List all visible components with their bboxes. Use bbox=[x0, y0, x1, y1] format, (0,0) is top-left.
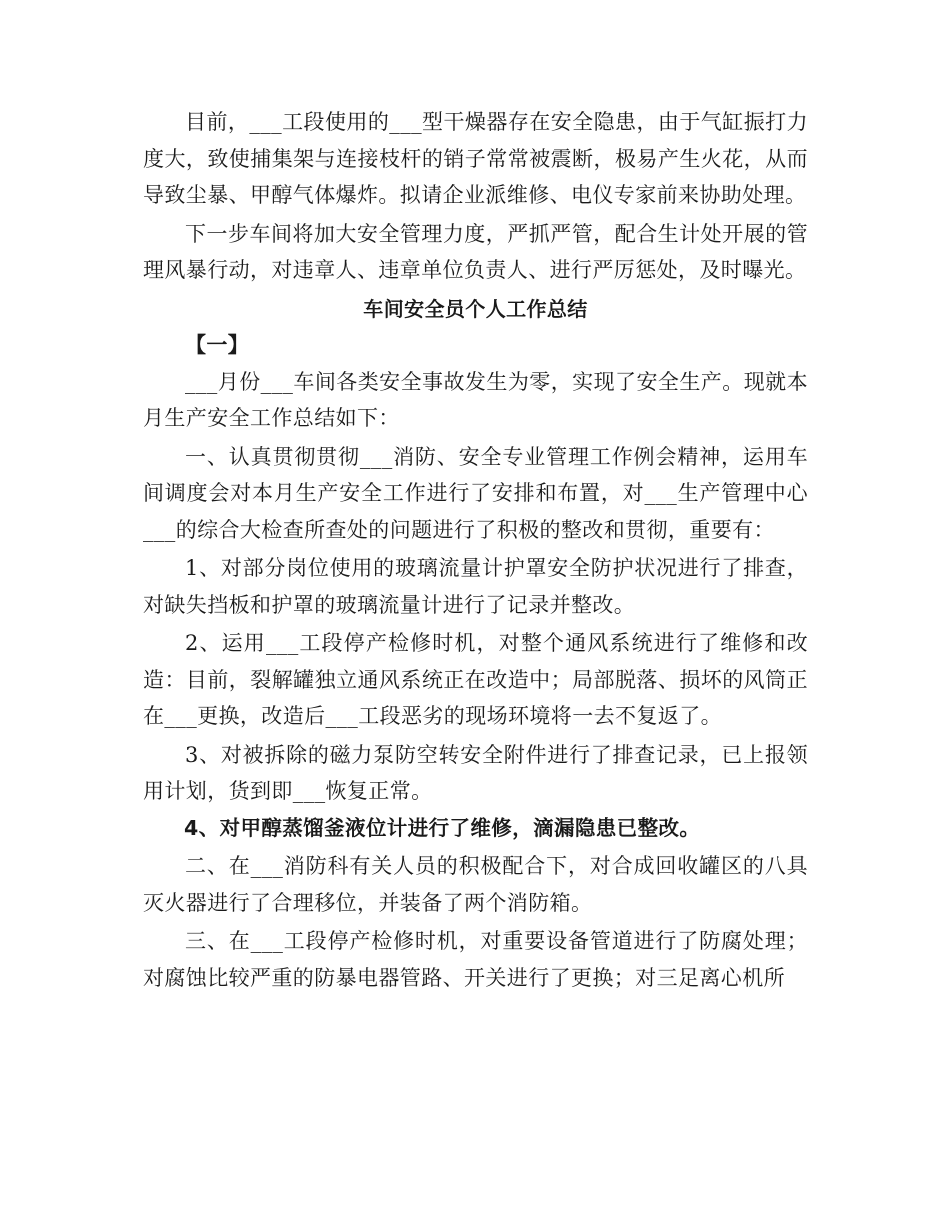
paragraph-summary-intro: ___月份___车间各类安全事故发生为零，实现了安全生产。现就本月生产安全工作总结如下： bbox=[143, 369, 808, 430]
paragraph-item-one: 一、认真贯彻贯彻___消防、安全专业管理工作例会精神，运用车间调度会对本月生产安全工作进行了安排和布置，对___生产管理中心___的综合大检查所查处的问题进行了积极的整改和贯彻，重要有： bbox=[143, 444, 808, 542]
paragraph-sub-1: 1、对部分岗位使用的玻璃流量计护罩安全防护状况进行了排查，对缺失挡板和护罩的玻璃流量计进行了记录并整改。 bbox=[143, 556, 808, 617]
document-title: 车间安全员个人工作总结 bbox=[363, 296, 588, 321]
paragraph-item-three: 三、在___工段停产检修时机，对重要设备管道进行了防腐处理；对腐蚀比较严重的防暴电器管路、开关进行了更换；对三足离心机所 bbox=[143, 929, 808, 990]
paragraph-next-steps: 下一步车间将加大安全管理力度，严抓严管，配合生计处开展的管理风暴行动，对违章人、违章单位负责人、进行严厉惩处，及时曝光。 bbox=[143, 221, 808, 282]
paragraph-item-two: 二、在___消防科有关人员的积极配合下，对合成回收罐区的八具灭火器进行了合理移位，并装备了两个消防箱。 bbox=[143, 854, 808, 915]
section-mark: 【一】 bbox=[185, 333, 250, 357]
paragraph-sub-3: 3、对被拆除的磁力泵防空转安全附件进行了排查记录，已上报领用计划，货到即___恢复正常。 bbox=[143, 742, 808, 803]
document-page bbox=[143, 104, 808, 996]
paragraph-sub-4-bold: 4、对甲醇蒸馏釜液位计进行了维修，滴漏隐患已整改。 bbox=[184, 815, 701, 840]
paragraph-dryer-hazard: 目前，___工段使用的___型干燥器存在安全隐患，由于气缸振打力度大，致使捕集架与连接枝杆的销子常常被震断，极易产生火花，从而导致尘暴、甲醇气体爆炸。拟请企业派维修、电仪专家前来协助处理。 bbox=[143, 110, 808, 207]
paragraph-sub-2: 2、运用___工段停产检修时机，对整个通风系统进行了维修和改造：目前，裂解罐独立通风系统正在改造中；局部脱落、损坏的风筒正在___更换，改造后___工段恶劣的现场环境将一去不复返了。 bbox=[143, 631, 808, 728]
